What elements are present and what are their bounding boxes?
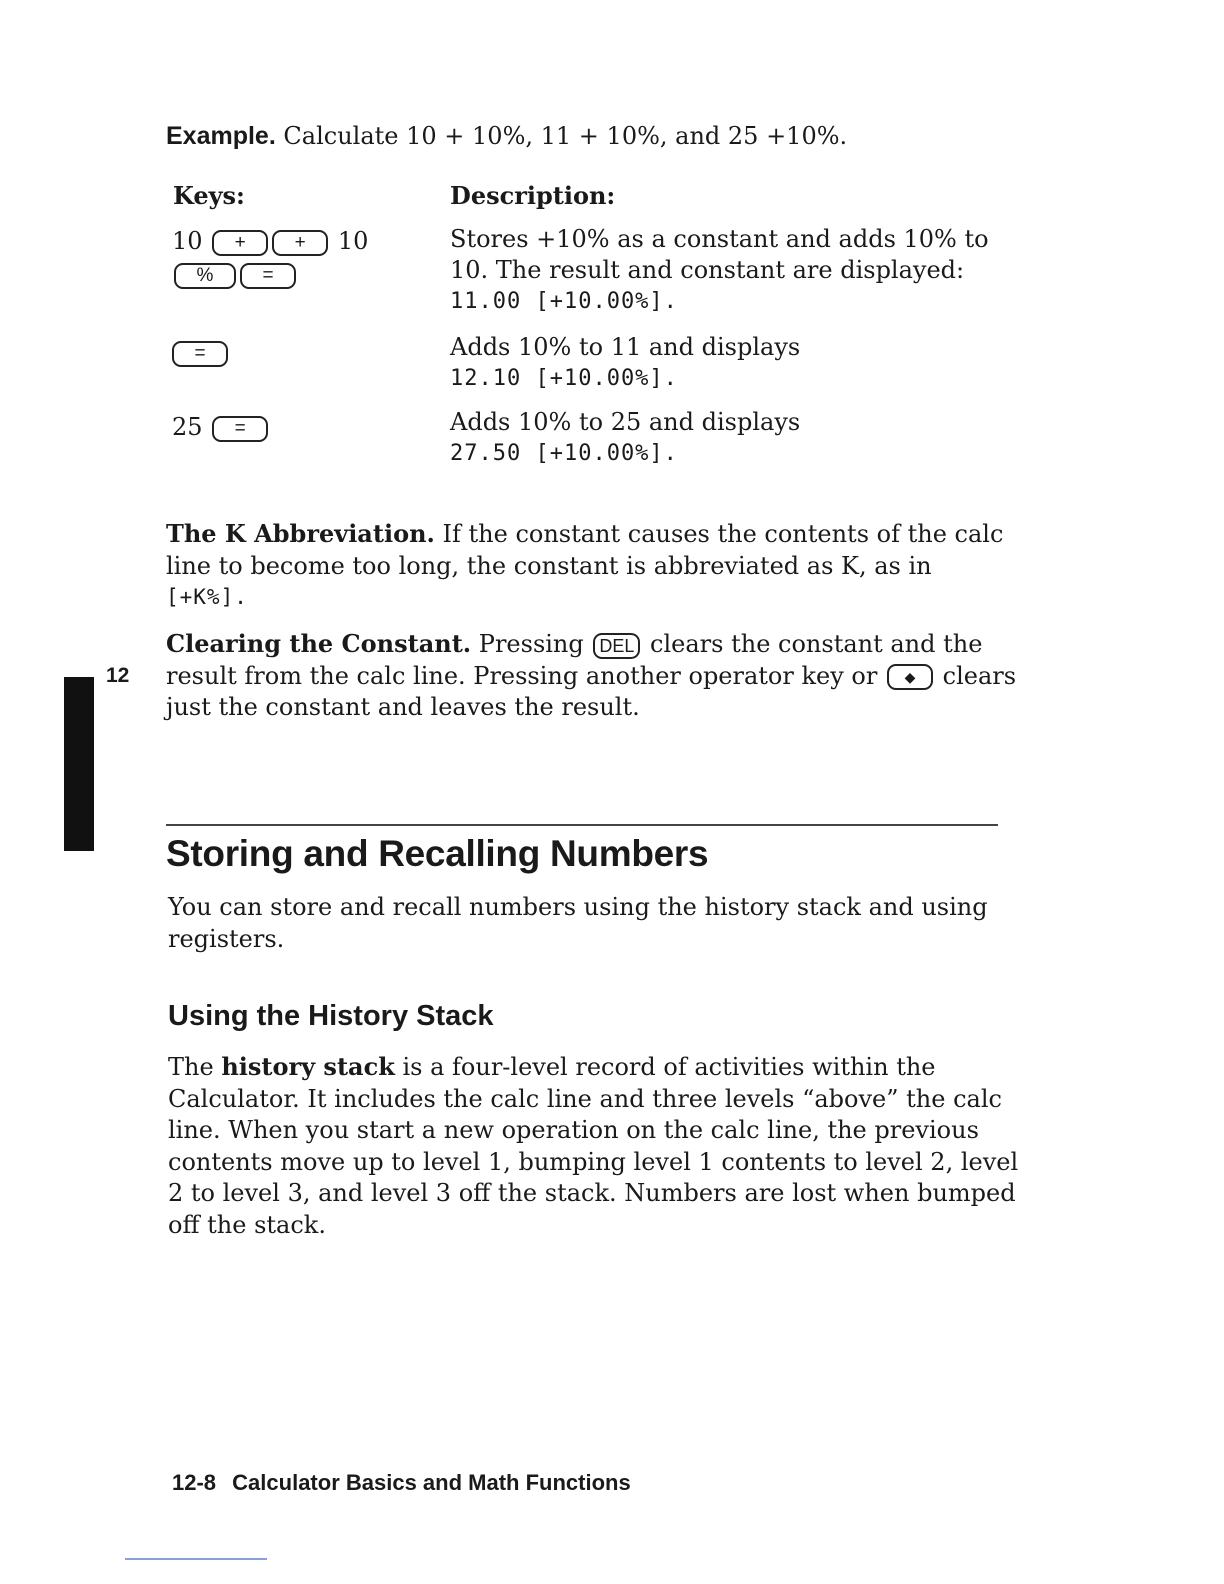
- history-line5: 2 to level 3, and level 3 off the stack. Numbers are lost when bumped: [168, 1179, 1016, 1207]
- storing-paragraph: [168, 892, 988, 955]
- equals-key: =: [212, 416, 268, 442]
- subsection-heading: Using the History Stack: [168, 1000, 494, 1032]
- history-line6: off the stack.: [168, 1210, 326, 1239]
- row1-keys-prefix: 10: [172, 227, 203, 255]
- plus-key: +: [272, 230, 328, 256]
- row1-keys-suffix: 10: [337, 227, 369, 255]
- row1-keys-line1: [172, 226, 368, 256]
- row2-keys: [172, 337, 230, 367]
- page-footer: [172, 1470, 631, 1496]
- history-paragraph: [168, 1051, 1018, 1241]
- chapter-tab-bar: [64, 677, 94, 851]
- footer-title: Calculator Basics and Math Functions: [232, 1470, 631, 1495]
- clearing-line3: just the constant and leaves the result.: [166, 693, 640, 721]
- row2-display: 12.10 [+10.00%].: [450, 366, 678, 391]
- history-line1-a: The: [168, 1053, 214, 1081]
- history-line4: contents move up to level 1, bumping level 1 contents to level 2, level: [168, 1147, 1019, 1176]
- row3-display: 27.50 [+10.00%].: [450, 441, 678, 466]
- row1-display: 11.00 [+10.00%].: [450, 289, 678, 314]
- row1-desc-line: Stores +10% as a constant and adds 10% to: [450, 225, 989, 253]
- example-text: Calculate 10 + 10%, 11 + 10%, and 25 +10%.: [283, 122, 848, 150]
- example-label: Example.: [166, 122, 276, 150]
- chapter-tab-number: 12: [106, 664, 130, 687]
- del-key: DEL: [593, 633, 640, 659]
- section-divider: [166, 824, 998, 826]
- keys-header: Keys:: [173, 181, 245, 210]
- percent-key: %: [174, 263, 236, 289]
- k-abbreviation-paragraph: [166, 518, 1003, 614]
- history-line1-b: is a four-level record of activities within the: [402, 1053, 936, 1081]
- equals-key: =: [240, 263, 296, 289]
- page-number: 12-8: [172, 1470, 217, 1495]
- row1-description: [450, 224, 989, 317]
- history-line3: line. When you start a new operation on the calc line, the previous: [168, 1116, 979, 1144]
- clearing-line2-a: result from the calc line. Pressing another operator key or: [166, 661, 878, 690]
- k-abbrev-line1: If the constant causes the contents of the calc: [442, 520, 1004, 548]
- row2-description: [450, 332, 800, 394]
- example-line: [166, 120, 847, 152]
- clearing-line1-a: Pressing: [478, 630, 584, 658]
- description-header: Description:: [450, 181, 616, 210]
- row3-description: [450, 407, 800, 469]
- backspace-key: ◆: [887, 664, 933, 690]
- section-heading: Storing and Recalling Numbers: [166, 833, 709, 874]
- plus-key: +: [212, 230, 268, 256]
- history-stack-term: history stack: [221, 1052, 395, 1081]
- k-abbrev-title: The K Abbreviation.: [166, 519, 435, 548]
- row3-keys: [172, 412, 270, 442]
- storing-line2: registers.: [168, 924, 285, 953]
- equals-key: =: [172, 341, 228, 367]
- history-line2: Calculator. It includes the calc line and three levels “above” the calc: [168, 1084, 1002, 1113]
- k-abbrev-line3: [+K%].: [166, 585, 248, 609]
- page-edge-mark: [125, 1558, 267, 1560]
- clearing-line1-b: clears the constant and the: [650, 630, 983, 658]
- clearing-line2-b: clears: [942, 661, 1017, 690]
- k-abbrev-line2: line to become too long, the constant is abbreviated as K, as in: [166, 551, 932, 580]
- row1-keys-line2: [172, 259, 298, 289]
- row3-desc-line: Adds 10% to 25 and displays: [450, 408, 801, 436]
- row3-keys-prefix: 25: [172, 413, 203, 441]
- clearing-paragraph: [166, 628, 1016, 724]
- row1-desc-line: 10. The result and constant are displayed:: [450, 256, 965, 284]
- storing-line1: You can store and recall numbers using the history stack and using: [168, 893, 988, 921]
- clearing-title: Clearing the Constant.: [166, 629, 472, 658]
- row2-desc-line: Adds 10% to 11 and displays: [450, 333, 801, 361]
